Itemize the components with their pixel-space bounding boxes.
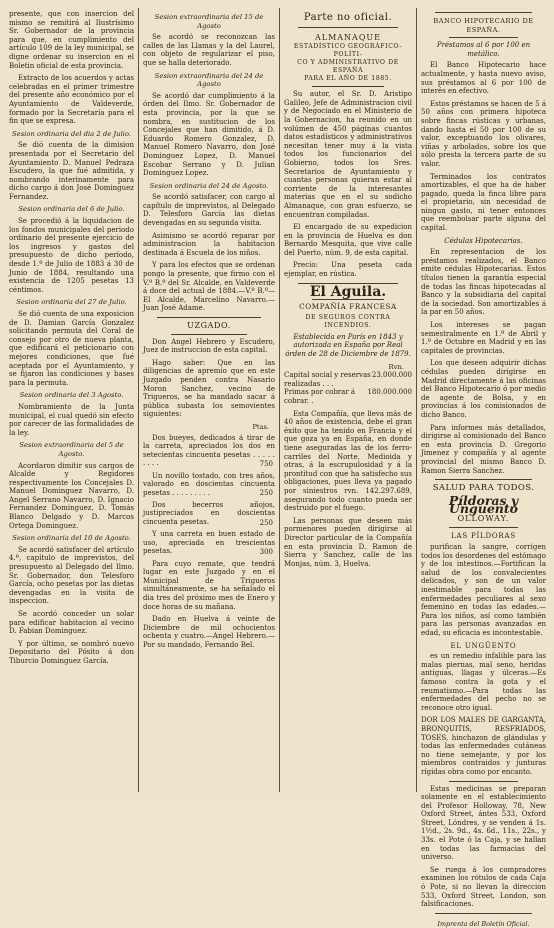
paragraph: Se procedió á la liquidacion de los fondos municipales del periodo ordinario del presente ejercicio de los ingresos y gastos del presupuesto de dicho período, desde 1.º de Julio de 1883 á 30 de Junio de 1884, resultando una existencia de 1205 pesetas 13 céntimos. — [9, 217, 134, 294]
ad-title-holloway: OLLOWAY. — [457, 513, 510, 523]
paragraph: El encargado de su expedicion en la provincia de Huelva es don Bernardo Mesquita, que vive calle del Puerto, núm. 9, de esta capital. — [284, 223, 412, 257]
auction-value: 300 — [259, 548, 273, 557]
paragraph: Terminados los contratos amortizables, el que ha de haber pagado, queda la finca libre para el propietario, sin necesidad de ningun gasto, ni tener entonces que reembolsar parte alguna del capital. — [421, 172, 546, 233]
auction-value: 250 — [259, 518, 273, 527]
paragraph: es un remedio infalible para las malas piernas, mal seno, heridas antiguas, llagas y úlceras.—Es famoso contra la gota y el reumatismo.—Para todas las enfermedades del pecho no se reconoce otro igual. — [421, 652, 546, 712]
section-rule — [435, 913, 532, 914]
section-rule — [449, 527, 518, 528]
cedulas-heading: Cédulas Hipotecarias. — [444, 236, 523, 245]
paragraph: Los que deseen adquirir dichas cédulas pueden dirigirse en Madrid directamente á las oficinas del Banco Hipotecario ó por medio de agente de Bolsa, y en provincias á los comisionados de dicho Banco. — [421, 359, 546, 419]
paragraph: purifican la sangre, corrigen todos los desordenes del estómago y de los intestinos.—Fortifican la salud de los convalecientes delicados, y son de un valor inestimable para todas las enfermedades peculiares al sexo femenino en todas las edades.—Para los niños, así como también para las personas avanzadas en edad, su eficacia es incontestable. — [421, 543, 546, 637]
almanaque-subtitle: ESTADÍSTICO GEOGRÁFICO-POLÍTI- — [293, 43, 403, 59]
section-rule — [312, 86, 384, 87]
bank-subtitle: Préstamos al 6 por 100 en metálico. — [436, 41, 531, 58]
section-title-juzgado: UZGADO. — [187, 321, 231, 330]
rvn-label: Rvn. — [388, 362, 404, 371]
column-divider — [279, 8, 280, 792]
paragraph: Se acordó se reconozcan las calles de las Llamas y la del Laurel, con objeto de regularizar el piso, que se halla deteriorado. — [143, 33, 275, 67]
paragraph: Se dió cuenta de una exposicion de D. Damian García Gonzalez solicitando permuta del Coral de consejo por otro de nueva planta, que edificará el peticionario con mejores condiciones, que fué aceptada por el Ayuntamiento, y se fijaron las condiciones y bases para la permuta. — [9, 310, 134, 387]
column-3 — [281, 10, 415, 790]
paragraph: Estas medicinas se preparan solamente en el establecimiento del Profesor Holloway, 78, New Oxford Street, ántes 533, Oxford Street, Lóndres, y se venden á 1s. 1½d., 2s. 9d., 4s. 6d., 11s., 22s., y 33s. el Pote ó la Caja, y se hallan en todas las farmacias del universo. — [421, 784, 546, 862]
paragraph: Asimismo se acordó reparar por administracion la habitacion destinada á Escuela de los niños. — [143, 231, 275, 257]
section-title-parte-no-oficial: Parte no oficial. — [303, 12, 393, 23]
session-heading: Sesion ordinaria del 3 Agosto. — [19, 391, 124, 400]
ptas-label: Ptas. — [252, 422, 269, 431]
unguento-heading: EL UNGÜENTO — [450, 641, 517, 650]
paragraph: El Banco Hipotecario hace actualmente, y hasta nuevo aviso, sus préstamos al 6 por 100 de interés en efectivo. — [421, 61, 546, 96]
section-rule — [435, 479, 532, 480]
paragraph: Se dió cuenta de la dimision presentada por el Secretario del Ayuntamiento D. Manuel Pedraza Escudero, la que fué admitida, y nombrando interinamente para dicho cargo á don José Dominguez Fernandez. — [9, 141, 134, 201]
session-heading: Sesion ordinaria del dia 2 de Julio. — [12, 129, 131, 138]
column-2 — [140, 10, 278, 790]
capital-row: Primas por cobrar á cobrar. . 180.000.000 — [284, 388, 412, 405]
auction-value: 750 — [259, 459, 273, 468]
paragraph: Los intereses se pagan semestralmente en 1.º de Abril y 1.º de Octubre en Madrid y en las capitales de provincias. — [421, 321, 546, 355]
almanaque-subtitle: CO Y ADMINISTRATIVO DE ESPAÑA — [297, 59, 399, 75]
section-rule — [449, 37, 518, 38]
auction-value: 250 — [259, 489, 273, 498]
paragraph: Nombramiento de la Junta municipal, el cual quedó sin efecto por carecer de las formalidades de la ley. — [9, 402, 134, 437]
paragraph: Para informes más detallados, dirigirse al comisionado del Banco en esta provincia D. Gregorio Jimenez y compañía y al agente provincial del mismo Banco D. Ramon Sierra Sanchez. — [421, 423, 546, 475]
auction-item: Dos becerros añojos, justipreciados en doscientas cincuenta pesetas. — [143, 500, 275, 527]
section-rule — [157, 317, 261, 318]
ad-title-salud: SALUD PARA TODOS. — [432, 483, 535, 494]
session-heading: Sesion ordinaria del 10 de Agosto. — [12, 534, 131, 543]
auction-item: Dos bueyes, dedicados á tirar de la carreta, apreciados los dos en setecientas cincuenta pesetas . . . . . . . . . — [143, 433, 275, 468]
column-1 — [6, 10, 137, 790]
paragraph: Se acordó dar cumplimiento á la órden del Ilmo. Sr. Gobernador de esta provincia, por la que se nombra, en sustitucion de los Concejales que han dimitido, á D. Eduardo Romero Gonzalez, D. Manuel Romero Navarro, don José Dominguez Lopez, D. Manuel Escobar Serrano y D. Julian Dominguez Lopez. — [143, 91, 275, 178]
paragraph: Extracto de los acuerdos y actas celebradas en el primer trimestre del presente año económico por el Ayuntamiento de Valdeverde, formado por la Secretaría para el fin que se expresa. — [9, 74, 134, 126]
session-heading: Sesion extraordinaria del 24 de Agosto — [154, 71, 264, 89]
paragraph: Y por último, se nombró nuevo Depositario del Pósito á don Tiburcio Dominguez García. — [9, 639, 134, 665]
session-heading: Sesion ordinaria del 24 de Agosto. — [149, 181, 269, 190]
printer-footer: Imprenta del Boletín Oficial. — [437, 919, 530, 928]
ad-title-el-aguila: El Aguila. — [309, 283, 387, 300]
session-heading: Sesion ordinaria del 6 de Julio. — [18, 205, 125, 214]
paragraph: Acordaron dimitir sus cargos de Alcalde y Regidores respectivamente los Concejales D. Manuel Dominguez Navarro, D. Angel Serrano Navarro, D. Ignacio Fernandez Dominguez, D. Tomás Blanco Delgado y D. Marcos Ortega Dominguez. — [9, 461, 134, 530]
company-subtitle: DE SEGUROS CONTRA INCENDIOS. — [305, 313, 391, 329]
paragraph: Esta Compañía, que lleva más de 40 años de existencia, debe el gran éxito que ha tenido en Francia y el que goza ya en España, en donde tiene aseguradas las de los ferro-carriles del Norte, Medioida y otras, á la escrupulosidad y á la prontitud con que ha satisfecho sus obligaciones, pues lleva ya pagado por siniestros rvn. 142.297.689, asegurando todo cuanto pueda ser destruido por el fuego. — [284, 409, 412, 513]
establishment-note: Establecida en París en 1843 y autorizada en España por Real órden de 28 de Diciembre de 1879. — [285, 332, 411, 359]
paragraph: Estos préstamos se hacen de 5 á 50 años con primera hipoteca sobre fincas rústicas y urbanas, dando hasta el 50 por 100 de su valor, exceptuando los olivares, viñas y arbolados, sobre los que sólo presta la tercera parte de su valor. — [421, 99, 546, 168]
paragraph: presente, que con insercion del mismo se remitirá al Ilustrísimo Sr. Gobernador de la provincia para que, en cumplimiento del artículo 109 de la ley municipal, se digne ordenar su insercion en el Boletin oficial de esta provincia. — [9, 10, 134, 70]
auction-item: Y una carreta en buen estado de uso, apreciada en trescientas pesetas. — [143, 530, 275, 556]
capital-row: Capital social y reservas realizadas . . . 23.000.000 — [284, 371, 412, 388]
column-divider — [416, 8, 417, 792]
paragraph: Las personas que deseen más pormenores pueden dirigirse al Director particular de la Compañía en esta provincia D. Ramon de Sierra y Sanchez, calle de las Monjas, núm. 3, Huelva. — [284, 516, 412, 568]
session-heading: Sesion ordinaria del 27 de Julio. — [16, 298, 127, 307]
paragraph: Don Angel Hebrero y Escudero, Juez de instruccion de esta capital. — [143, 337, 275, 355]
paragraph: Se acordó satisfacer, con cargo al capítulo de imprevistos, al Delegado D. Telesforo García las dietas devengadas en su segunda visita. — [143, 193, 275, 228]
paragraph: Y para los efectos que se ordenan pongo la presente, que firmo con el V.º B.º del Sr. Alcalde, en Valdeverde á doce del actual de 1884.—V.º B.º—El Alcalde, Marcelino Navarro.—Juan José Adame. — [143, 261, 275, 313]
almanaque-title: ALMANAQUE — [315, 32, 381, 42]
paragraph: DOR LOS MALES DE GARGANTA, BRONQUITIS, RESFRIADOS, TOSES, hinchazon de glándulas y todas las enfermedades cutáneas no tiene semejante, y por los miembros contraidos y junturas rígidas obra como por encanto. — [421, 716, 546, 776]
paragraph: Dado en Huelva á veinte de Diciembre de mil ochocientos ochenta y cuatro.—Angel Hebrero.—Por su mandado, Fernando Bel. — [143, 615, 275, 649]
section-rule — [298, 27, 398, 28]
column-4 — [418, 10, 549, 928]
paragraph: Hago saber: Que en las diligencias de apremio que en este Juzgado penden contra Nasario Moron Sanchez, vecino de Trigueros, se ha mandado sacar á pública subasta los semovientes siguientes: — [143, 358, 275, 419]
paragraph: Su autor, el Sr. D. Aristipo Galileo, Jefe de Administracion civil y de Negociado en el Ministerio de la Gobernacion, ha reunido en un volúmen de 450 páginas cuantos datos estadísticos y administrativos necesitan tener muy á la vista todos los funcionarios del Gobierno, todos los Sres. Secretarios de Ayuntamiento y cuantas personas quieran estar al corriente de la interesantes materias que en el su sodicho Almanaque, con gran esfuerzo, se encuentran compiladas. — [284, 90, 412, 219]
session-heading: Sesion extraordinaria del 5 de Agosto. — [19, 441, 124, 458]
paragraph: Se acordó conceder un solar para edificar habitacion al vecino D. Fabian Dominguez. — [9, 610, 134, 636]
column-divider — [138, 8, 139, 792]
bank-title: BANCO HIPOTECARIO DE ESPAÑA. — [433, 17, 534, 34]
section-rule — [449, 781, 518, 782]
ad-title-pildoras: Píldoras y Unguento — [448, 492, 519, 517]
pildoras-heading: LAS PÍLDORAS — [451, 532, 516, 541]
auction-item: Un novillo tostado, con tres años, valorado en doscientas cincuenta pesetas . . . . . . . . . — [143, 471, 275, 497]
paragraph: Precio: Una peseta cada ejemplar, en rústica. — [284, 261, 412, 279]
session-heading: Sesion extraordinaria del 15 de Agosto — [154, 13, 264, 30]
paragraph: Se ruega á los compradores examinen los rótulos de cada Caja ó Pote, si no llevan la direccion 533, Oxford Street, London, son falsificaciones. — [421, 865, 546, 909]
paragraph: Para cuyo remate, que tendrá lugar en este Juzgado y en el Municipal de Trigueros simultáneamente, se ha señalado el dia tres del próximo mes de Enero y doce horas de su mañana. — [143, 559, 275, 611]
paragraph: En representacion de los préstamos realizados, el Banco emite cédulas Hipotecarias. Estos títulos tienen la garantía especial de todas las fincas hipotecadas al Banco y la subsidiaria del capital de la sociedad. Son amortizables á la par en 50 años. — [421, 248, 546, 317]
almanaque-year: PARA EL AÑO DE 1885. — [304, 75, 392, 83]
section-rule — [171, 334, 247, 335]
section-rule — [435, 12, 532, 13]
paragraph: Se acordó satisfacer del artículo 4.º, capítulo de imprevistos, del presupuesto al Delegado del Ilmo. Sr. Gobernador, don Telesforo García, ocho pesetas por las dietas devengadas en la visita de inspeccion. — [9, 545, 134, 606]
company-name: COMPAÑÍA FRANCESA — [299, 302, 397, 312]
